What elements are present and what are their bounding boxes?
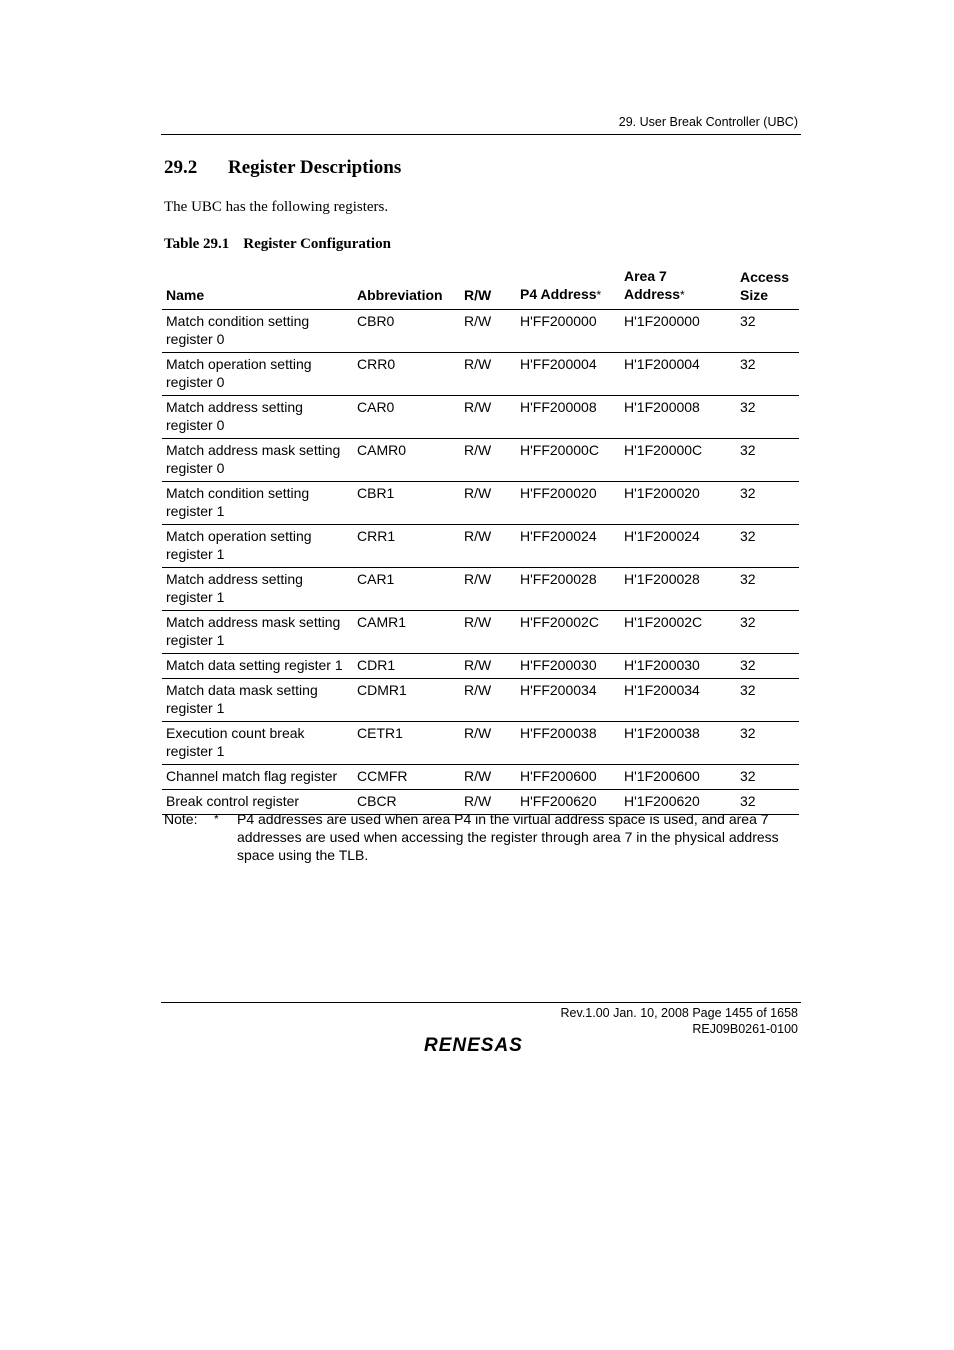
cell-rw: R/W bbox=[460, 482, 516, 525]
col-header-p4-address bbox=[516, 266, 620, 310]
cell-rw: R/W bbox=[460, 396, 516, 439]
cell-rw: R/W bbox=[460, 568, 516, 611]
cell-rw: R/W bbox=[460, 525, 516, 568]
table-row bbox=[162, 396, 799, 439]
col-header-rw: R/W bbox=[460, 266, 516, 310]
cell-abbreviation: CAR1 bbox=[353, 568, 460, 611]
table-row bbox=[162, 310, 799, 353]
table-row bbox=[162, 568, 799, 611]
cell-abbreviation: CDR1 bbox=[353, 654, 460, 679]
section-heading bbox=[164, 157, 401, 179]
cell-abbreviation: CDMR1 bbox=[353, 679, 460, 722]
cell-rw: R/W bbox=[460, 310, 516, 353]
cell-name bbox=[162, 722, 353, 765]
cell-name bbox=[162, 525, 353, 568]
cell-area7-address: H'1F20002C bbox=[620, 611, 736, 654]
cell-name bbox=[162, 765, 353, 790]
cell-p4-address: H'FF200028 bbox=[516, 568, 620, 611]
col-header-access-size bbox=[736, 266, 799, 310]
cell-name-line1: Match operation setting bbox=[166, 356, 312, 372]
cell-name bbox=[162, 568, 353, 611]
cell-p4-address: H'FF200620 bbox=[516, 790, 620, 815]
cell-access-size: 32 bbox=[736, 396, 799, 439]
cell-abbreviation: CBR0 bbox=[353, 310, 460, 353]
area7-line2: Address bbox=[624, 286, 681, 302]
cell-abbreviation: CCMFR bbox=[353, 765, 460, 790]
cell-name bbox=[162, 679, 353, 722]
cell-name-line1: Match address mask setting bbox=[166, 614, 341, 630]
cell-name-line1: Match condition setting bbox=[166, 313, 310, 329]
cell-name-line2: register 0 bbox=[166, 460, 225, 476]
cell-p4-address: H'FF200000 bbox=[516, 310, 620, 353]
header-rule bbox=[161, 134, 801, 135]
renesas-logo bbox=[422, 1033, 542, 1060]
cell-name-line1: Match data setting register 1 bbox=[166, 657, 343, 673]
cell-access-size: 32 bbox=[736, 568, 799, 611]
cell-name-line2: register 0 bbox=[166, 374, 225, 390]
cell-abbreviation: CBCR bbox=[353, 790, 460, 815]
cell-access-size: 32 bbox=[736, 353, 799, 396]
table-row bbox=[162, 765, 799, 790]
cell-rw: R/W bbox=[460, 765, 516, 790]
section-number: 29.2 bbox=[164, 157, 198, 178]
table-row bbox=[162, 439, 799, 482]
cell-name-line1: Execution count break bbox=[166, 725, 305, 741]
cell-name-line2: register 1 bbox=[166, 700, 225, 716]
asterisk-footnote-mark: * bbox=[680, 288, 685, 302]
cell-name-line1: Match condition setting bbox=[166, 485, 310, 501]
cell-area7-address: H'1F200024 bbox=[620, 525, 736, 568]
cell-name bbox=[162, 654, 353, 679]
cell-abbreviation: CBR1 bbox=[353, 482, 460, 525]
table-row bbox=[162, 654, 799, 679]
table-row bbox=[162, 482, 799, 525]
area7-line1: Area 7 bbox=[624, 268, 667, 284]
cell-area7-address: H'1F200034 bbox=[620, 679, 736, 722]
table-row bbox=[162, 679, 799, 722]
cell-rw: R/W bbox=[460, 679, 516, 722]
table-row bbox=[162, 525, 799, 568]
cell-area7-address: H'1F200020 bbox=[620, 482, 736, 525]
cell-area7-address: H'1F200620 bbox=[620, 790, 736, 815]
cell-p4-address: H'FF20000C bbox=[516, 439, 620, 482]
table-row bbox=[162, 353, 799, 396]
col-header-abbreviation: Abbreviation bbox=[353, 266, 460, 310]
cell-access-size: 32 bbox=[736, 439, 799, 482]
cell-rw: R/W bbox=[460, 353, 516, 396]
note-label: Note: bbox=[164, 811, 198, 827]
cell-abbreviation: CETR1 bbox=[353, 722, 460, 765]
cell-area7-address: H'1F200038 bbox=[620, 722, 736, 765]
cell-area7-address: H'1F200030 bbox=[620, 654, 736, 679]
table-row bbox=[162, 611, 799, 654]
cell-name-line2: register 0 bbox=[166, 331, 225, 347]
cell-area7-address: H'1F20000C bbox=[620, 439, 736, 482]
note-text: P4 addresses are used when area P4 in the virtual address space is used, and area 7 addresses are used when accessing the register through area 7 in the physical address space using the TLB. bbox=[237, 811, 779, 863]
cell-area7-address: H'1F200000 bbox=[620, 310, 736, 353]
cell-area7-address: H'1F200028 bbox=[620, 568, 736, 611]
cell-access-size: 32 bbox=[736, 722, 799, 765]
cell-p4-address: H'FF20002C bbox=[516, 611, 620, 654]
footer-rule bbox=[161, 1002, 801, 1003]
cell-name-line2: register 1 bbox=[166, 589, 225, 605]
cell-access-size: 32 bbox=[736, 611, 799, 654]
cell-abbreviation: CAR0 bbox=[353, 396, 460, 439]
cell-name-line2: register 0 bbox=[166, 417, 225, 433]
cell-name-line1: Match address setting bbox=[166, 399, 303, 415]
cell-abbreviation: CAMR1 bbox=[353, 611, 460, 654]
cell-access-size: 32 bbox=[736, 654, 799, 679]
renesas-logo-text: RENESAS bbox=[424, 1035, 523, 1055]
cell-access-size: 32 bbox=[736, 525, 799, 568]
cell-name bbox=[162, 310, 353, 353]
access-line1: Access bbox=[740, 269, 790, 285]
cell-p4-address: H'FF200008 bbox=[516, 396, 620, 439]
cell-name-line1: Match data mask setting bbox=[166, 682, 318, 698]
table-caption-title: Register Configuration bbox=[243, 236, 391, 252]
cell-abbreviation: CRR1 bbox=[353, 525, 460, 568]
cell-name-line1: Match address mask setting bbox=[166, 442, 341, 458]
cell-access-size: 32 bbox=[736, 765, 799, 790]
table-caption bbox=[164, 236, 391, 253]
cell-name-line1: Break control register bbox=[166, 793, 300, 809]
register-table bbox=[162, 266, 799, 815]
cell-access-size: 32 bbox=[736, 482, 799, 525]
cell-area7-address: H'1F200004 bbox=[620, 353, 736, 396]
cell-name bbox=[162, 611, 353, 654]
table-caption-label: Table 29.1 bbox=[164, 236, 230, 252]
footer-doc-number: REJ09B0261-0100 bbox=[692, 1022, 798, 1036]
cell-p4-address: H'FF200030 bbox=[516, 654, 620, 679]
cell-name-line1: Match operation setting bbox=[166, 528, 312, 544]
cell-name bbox=[162, 439, 353, 482]
cell-area7-address: H'1F200008 bbox=[620, 396, 736, 439]
table-note bbox=[164, 810, 800, 864]
cell-name-line2: register 1 bbox=[166, 546, 225, 562]
cell-name-line2: register 1 bbox=[166, 743, 225, 759]
renesas-logo-mark bbox=[422, 1033, 542, 1055]
cell-rw: R/W bbox=[460, 439, 516, 482]
table-header-row bbox=[162, 266, 799, 310]
cell-rw: R/W bbox=[460, 611, 516, 654]
running-head: 29. User Break Controller (UBC) bbox=[618, 115, 798, 129]
cell-area7-address: H'1F200600 bbox=[620, 765, 736, 790]
cell-name-line2: register 1 bbox=[166, 632, 225, 648]
table-body bbox=[162, 310, 799, 815]
footer bbox=[561, 1005, 798, 1037]
section-title: Register Descriptions bbox=[228, 157, 402, 178]
cell-name bbox=[162, 353, 353, 396]
cell-name-line1: Match address setting bbox=[166, 571, 303, 587]
cell-p4-address: H'FF200020 bbox=[516, 482, 620, 525]
cell-abbreviation: CRR0 bbox=[353, 353, 460, 396]
cell-p4-address: H'FF200024 bbox=[516, 525, 620, 568]
cell-access-size: 32 bbox=[736, 790, 799, 815]
cell-rw: R/W bbox=[460, 790, 516, 815]
access-line2: Size bbox=[740, 287, 769, 303]
note-asterisk: * bbox=[214, 812, 219, 826]
cell-access-size: 32 bbox=[736, 679, 799, 722]
cell-p4-address: H'FF200004 bbox=[516, 353, 620, 396]
cell-p4-address: H'FF200600 bbox=[516, 765, 620, 790]
cell-name-line1: Channel match flag register bbox=[166, 768, 338, 784]
cell-rw: R/W bbox=[460, 722, 516, 765]
intro-paragraph: The UBC has the following registers. bbox=[164, 199, 389, 215]
cell-name-line2: register 1 bbox=[166, 503, 225, 519]
cell-rw: R/W bbox=[460, 654, 516, 679]
col-header-name: Name bbox=[162, 266, 353, 310]
cell-p4-address: H'FF200038 bbox=[516, 722, 620, 765]
table-row bbox=[162, 722, 799, 765]
footer-revision: Rev.1.00 Jan. 10, 2008 Page 1455 of 1658 bbox=[560, 1006, 798, 1020]
asterisk-footnote-mark: * bbox=[596, 288, 602, 302]
cell-name bbox=[162, 396, 353, 439]
p4-address-label: P4 Address bbox=[520, 286, 597, 302]
cell-p4-address: H'FF200034 bbox=[516, 679, 620, 722]
col-header-area7-address bbox=[620, 266, 736, 310]
cell-access-size: 32 bbox=[736, 310, 799, 353]
cell-name bbox=[162, 482, 353, 525]
cell-abbreviation: CAMR0 bbox=[353, 439, 460, 482]
